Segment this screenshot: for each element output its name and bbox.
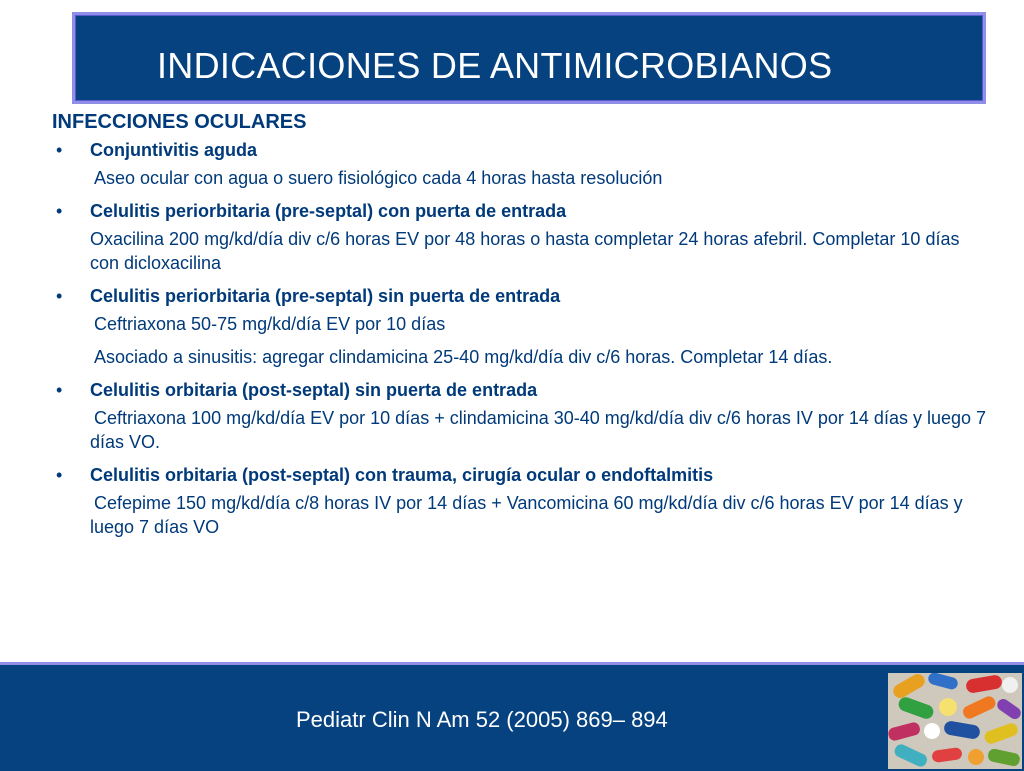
bullet-heading: [52, 138, 992, 162]
citation: Pediatr Clin N Am 52 (2005) 869– 894: [296, 707, 668, 732]
bullet-heading-text: Celulitis periorbitaria (pre-septal) sin puerta de entrada: [90, 286, 561, 306]
body-text: Cefepime 150 mg/kd/día c/8 horas IV por 14 días + Vancomicina 60 mg/kd/día div c/6 horas EV por 14 días y luego 7 días VO: [90, 493, 963, 537]
bullet-icon: •: [56, 465, 63, 485]
bullet-icon: •: [56, 286, 63, 306]
list-item: [52, 138, 992, 190]
body-text: Asociado a sinusitis: agregar clindamicina 25-40 mg/kd/día div c/6 horas. Completar 14 días.: [94, 347, 833, 367]
bullet-heading: [52, 199, 992, 223]
footer-banner: [0, 662, 1024, 771]
body-text: Oxacilina 200 mg/kd/día div c/6 horas EV por 48 horas o hasta completar 24 horas afebril. Completar 10 días con dicloxacilina: [90, 229, 960, 273]
bullet-heading: [52, 463, 992, 487]
body-text: Ceftriaxona 100 mg/kd/día EV por 10 días + clindamicina 30-40 mg/kd/día div c/6 horas IV por 14 días y luego 7 días VO.: [90, 408, 987, 452]
list-item: [52, 463, 992, 539]
bullet-heading-text: Celulitis orbitaria (post-septal) con trauma, cirugía ocular o endoftalmitis: [90, 465, 714, 485]
body-text: Ceftriaxona 50-75 mg/kd/día EV por 10 días: [94, 314, 446, 334]
bullet-heading-text: Celulitis periorbitaria (pre-septal) con puerta de entrada: [90, 201, 567, 221]
bullet-icon: •: [56, 380, 63, 400]
bullet-icon: •: [56, 140, 63, 160]
slide-content: [52, 110, 992, 548]
section-title: INFECCIONES OCULARES: [52, 111, 307, 133]
bullet-heading-text: Conjuntivitis aguda: [90, 140, 258, 160]
list-item: [52, 378, 992, 454]
bullet-heading-text: Celulitis orbitaria (post-septal) sin puerta de entrada: [90, 380, 538, 400]
bullet-heading: [52, 378, 992, 402]
slide-title: INDICACIONES DE ANTIMICROBIANOS: [157, 45, 833, 86]
bullet-heading: [52, 284, 992, 308]
bullet-icon: •: [56, 201, 63, 221]
list-item: [52, 199, 992, 275]
title-banner: [72, 12, 986, 104]
list-item: [52, 284, 992, 369]
medicine-pills-icon: [888, 673, 1022, 769]
body-text: Aseo ocular con agua o suero fisiológico cada 4 horas hasta resolución: [94, 168, 663, 188]
